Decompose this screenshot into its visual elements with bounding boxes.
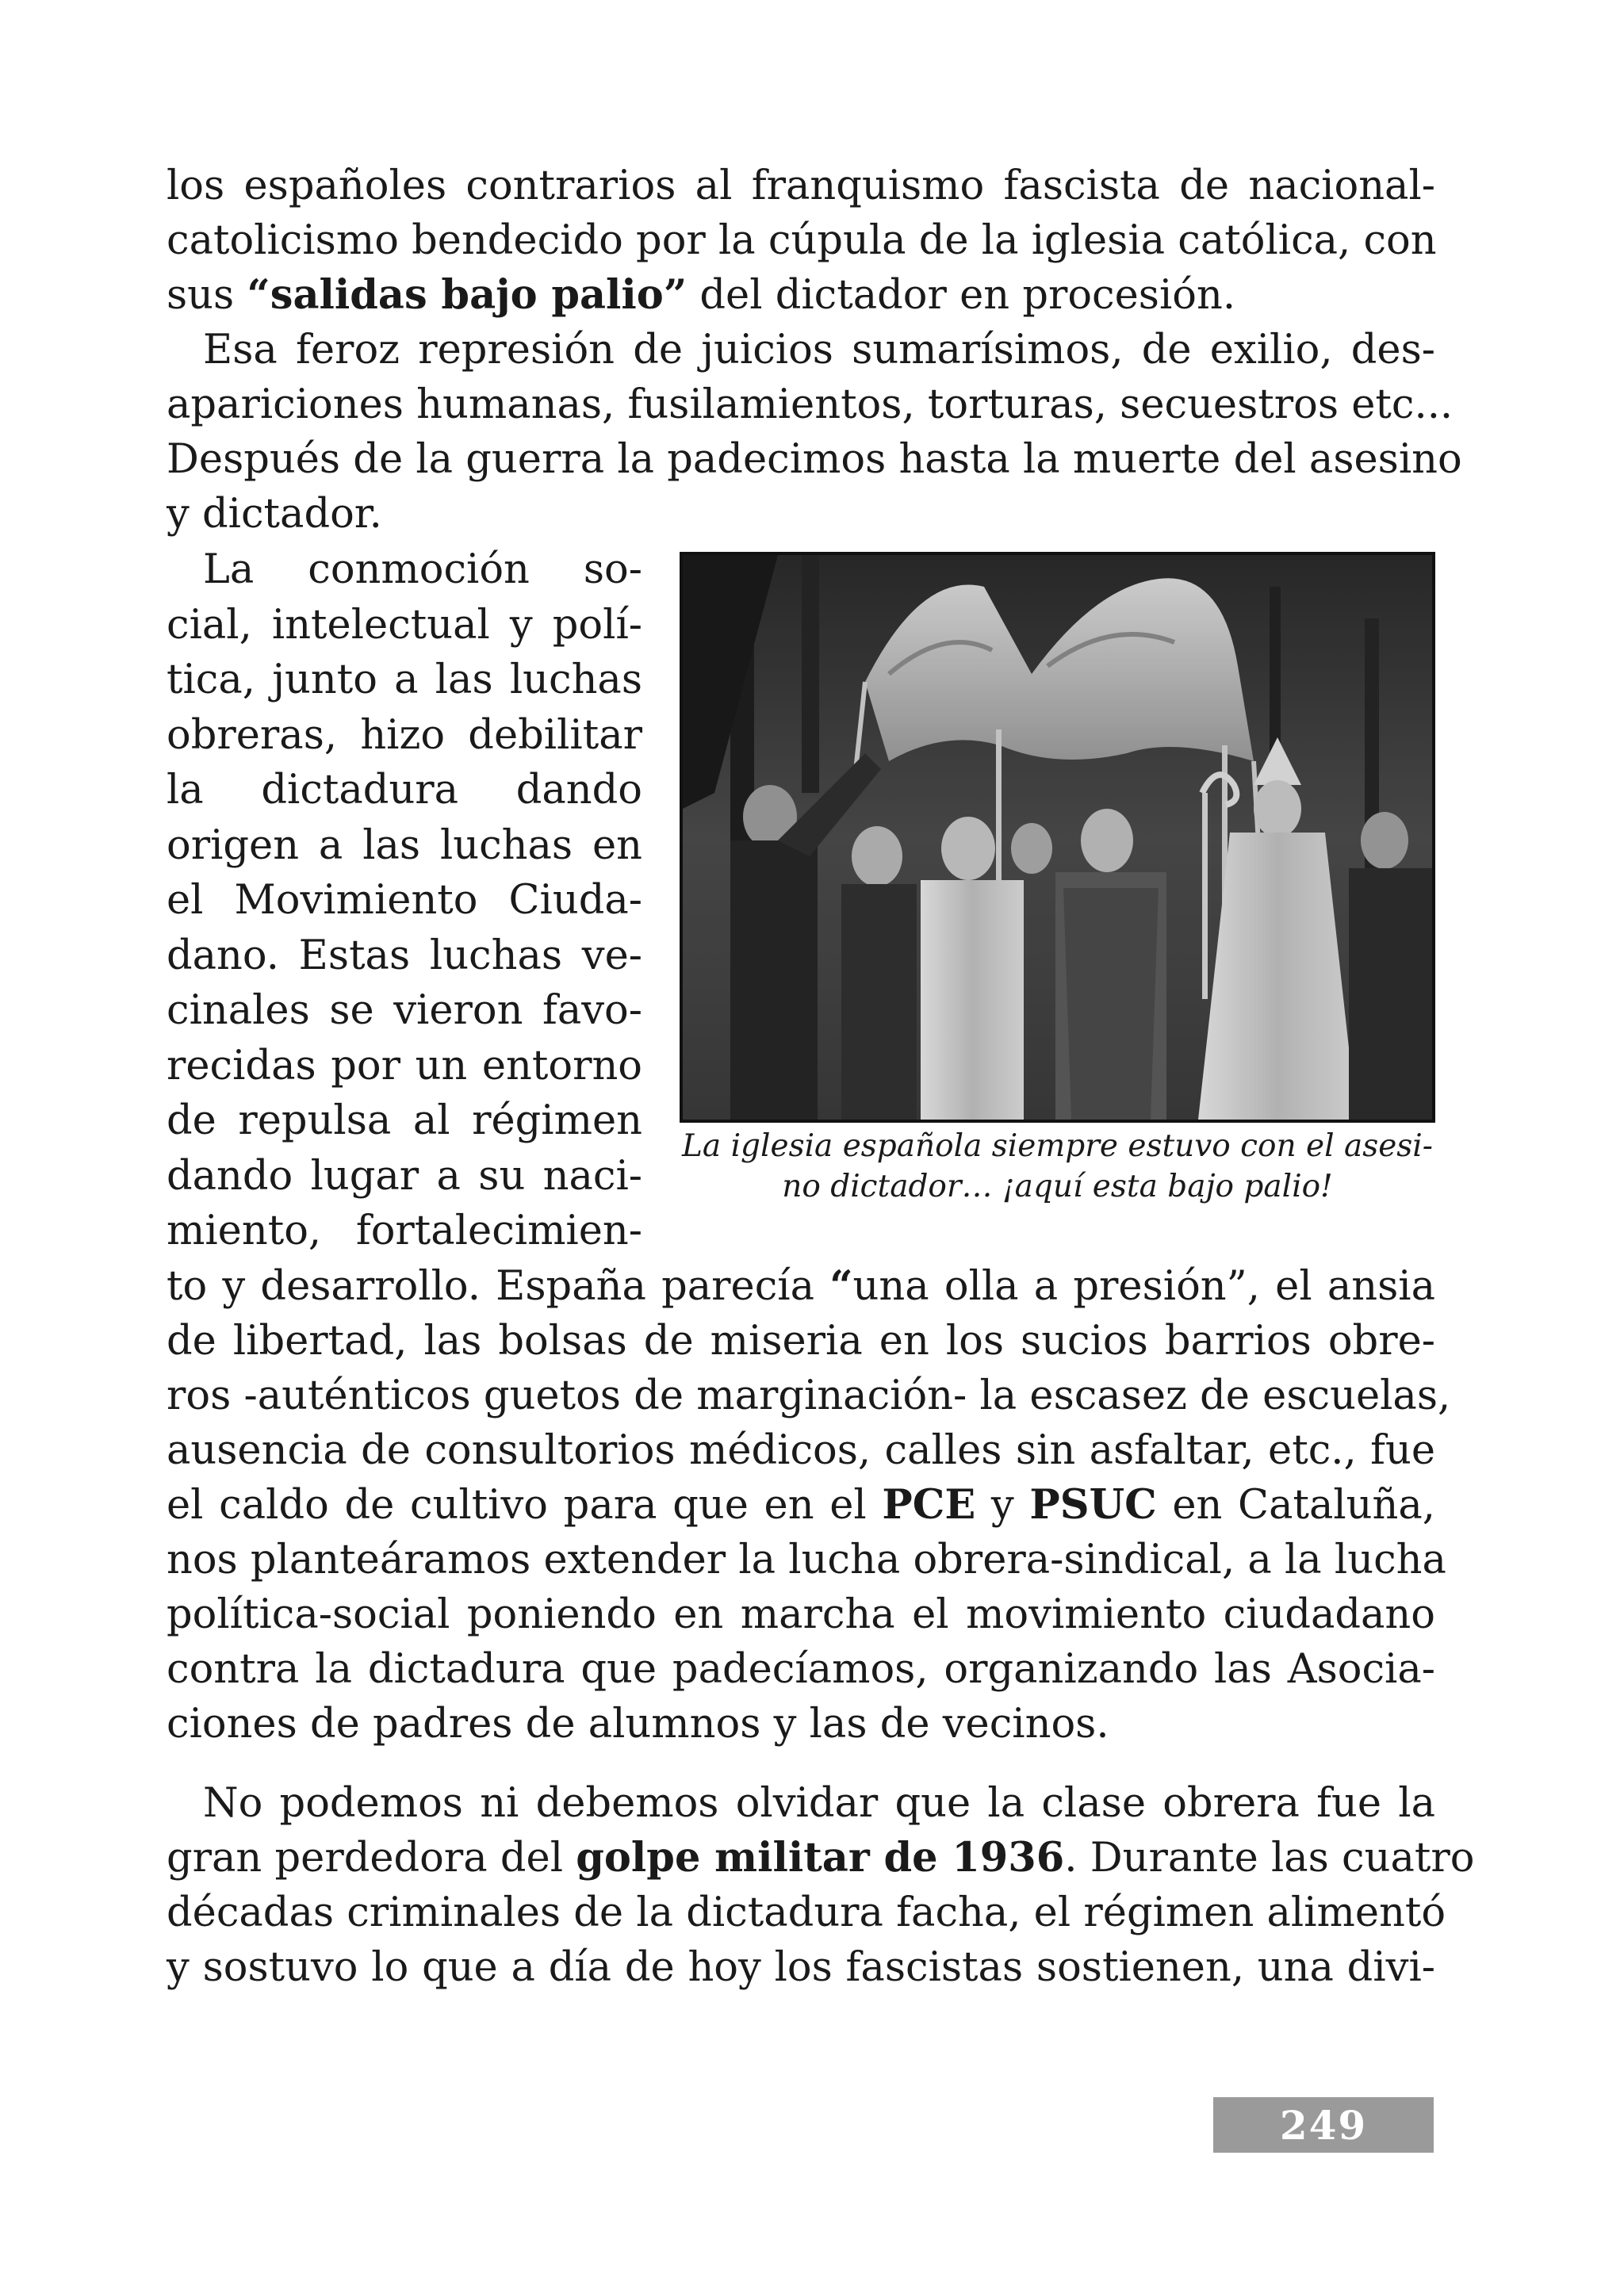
text-line: nos planteáramos extender la lucha obrera-sindical, a la lucha — [167, 1537, 1446, 1583]
text-line: y sostuvo lo que a día de hoy los fascistas sostienen, una divi- — [167, 1944, 1435, 1991]
page-number: 249 — [1279, 2101, 1368, 2149]
text-line: y dictador. — [167, 491, 382, 538]
procession-photo — [680, 552, 1435, 1123]
text-line: la dictadura dando — [167, 767, 642, 814]
paragraph-3-wide — [167, 1259, 1451, 1751]
text-line: cial, intelectual y polí- — [167, 601, 642, 649]
text-line: de repulsa al régimen — [167, 1097, 642, 1144]
bold-phrase: golpe militar de 1936 — [576, 1834, 1065, 1882]
photo-caption — [680, 1126, 1435, 1207]
text-line: ros -auténticos guetos de marginación- la escasez de escuelas, — [167, 1372, 1451, 1419]
text-line: de libertad, las bolsas de miseria en los sucios barrios obre- — [167, 1318, 1435, 1365]
text-line: ciones de padres de alumnos y las de vecinos. — [167, 1701, 1109, 1748]
paragraph-4 — [167, 1776, 1475, 1995]
bold-phrase: “salidas bajo palio” — [247, 271, 688, 319]
text-line: dano. Estas luchas ve- — [167, 932, 642, 979]
text-line: to y desarrollo. España parecía “una olla a presión”, el ansia — [167, 1262, 1435, 1310]
text-line: Esa feroz represión de juicios sumarísimos, de exilio, des- — [203, 327, 1435, 373]
text-line: ausencia de consultorios médicos, calles sin asfaltar, etc., fue — [167, 1427, 1435, 1474]
text-line: cinales se vieron favo- — [167, 987, 642, 1034]
bold-term-pce: PCE — [882, 1481, 976, 1529]
text-line: obreras, hizo debilitar — [167, 711, 642, 759]
text-line: Después de la guerra la padecimos hasta la muerte del asesino — [167, 436, 1462, 483]
bold-term-psuc: PSUC — [1029, 1481, 1157, 1529]
text-line: La conmoción so- — [203, 546, 642, 593]
text-line: dando lugar a su naci- — [167, 1152, 642, 1200]
text-line: el Movimiento Ciuda- — [167, 877, 642, 924]
photo-illustration — [683, 555, 1432, 1120]
caption-line: no dictador… ¡aquí esta bajo palio! — [782, 1169, 1333, 1204]
text-line: tica, junto a las luchas — [167, 657, 642, 703]
text-line: origen a las luchas en — [167, 821, 642, 869]
paragraph-1 — [167, 159, 1435, 323]
text-line: apariciones humanas, fusilamientos, torturas, secuestros etc... — [167, 381, 1454, 428]
text-line: sus “salidas bajo palio” del dictador en procesión. — [167, 271, 1236, 319]
text-line: miento, fortalecimien- — [167, 1208, 642, 1254]
text-line: contra la dictadura que padecíamos, organizando las Asocia- — [167, 1646, 1435, 1693]
text-line: política-social poniendo en marcha el movimiento ciudadano — [167, 1591, 1435, 1638]
text-line: gran perdedora del golpe militar de 1936. Durante las cuatro — [167, 1834, 1475, 1882]
caption-line: La iglesia española siempre estuvo con el asesi- — [682, 1128, 1433, 1164]
text-line: los españoles contrarios al franquismo fascista de nacional- — [167, 163, 1435, 209]
text-line: el caldo de cultivo para que en el PCE y PSUC en Cataluña, — [167, 1481, 1435, 1529]
page-number-badge — [1213, 2097, 1434, 2153]
text-line: recidas por un entorno — [167, 1042, 642, 1089]
text-line: No podemos ni debemos olvidar que la clase obrera fue la — [203, 1780, 1435, 1827]
text-line: catolicismo bendecido por la cúpula de la iglesia católica, con — [167, 217, 1437, 264]
paragraph-3-narrow-column — [167, 542, 642, 1259]
text-line: décadas criminales de la dictadura facha, el régimen alimentó — [167, 1889, 1446, 1936]
paragraph-2 — [167, 323, 1462, 542]
